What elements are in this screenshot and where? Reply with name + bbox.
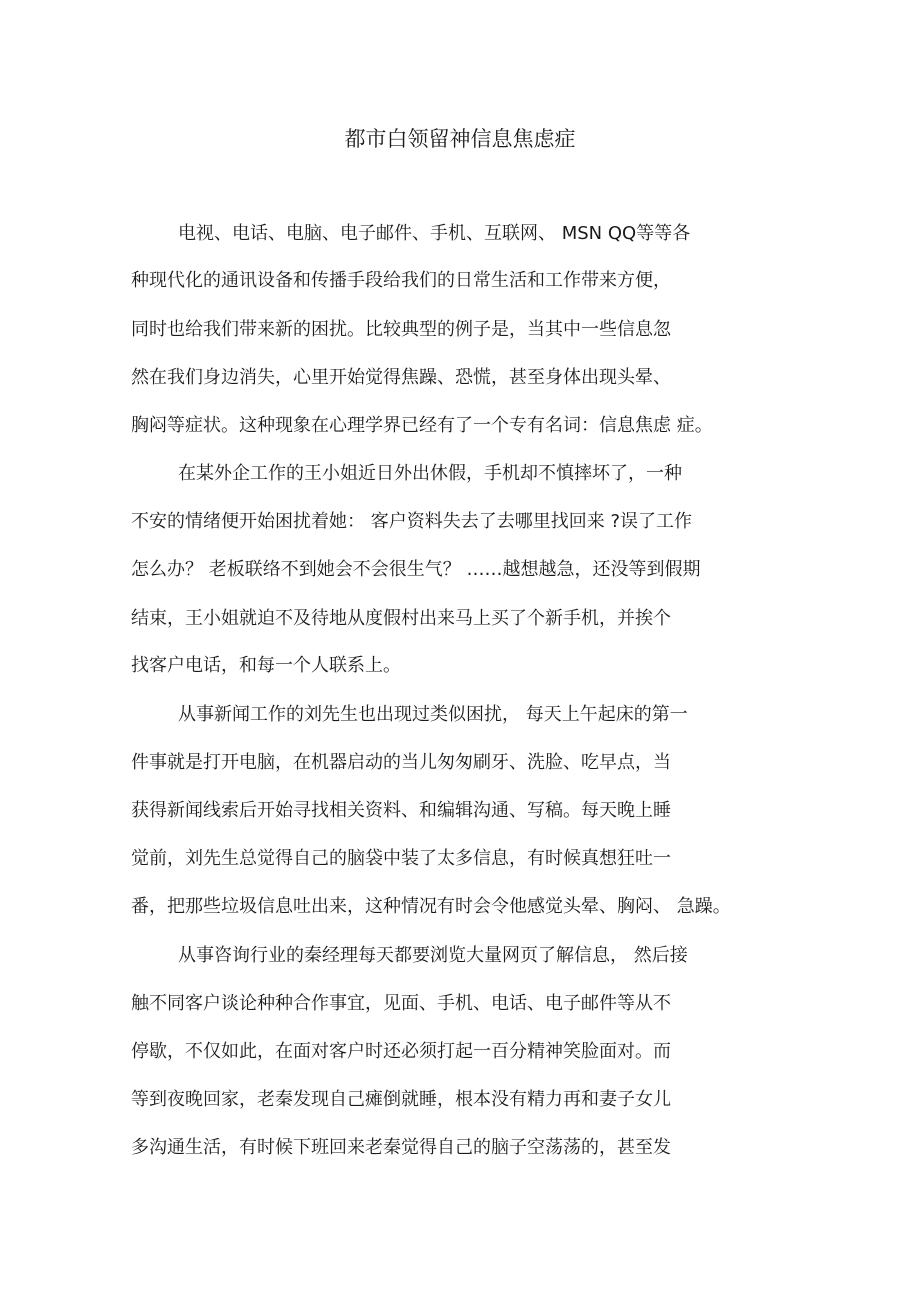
- text-line: 种现代化的通讯设备和传播手段给我们的日常生活和工作带来方便，: [131, 270, 671, 291]
- text-line: 获得新闻线索后开始寻找相关资料、和编辑沟通、写稿。每天晚上睡: [131, 800, 671, 821]
- text-line: 触不同客户谈论种种合作事宜，见面、手机、电话、电子邮件等从不: [131, 993, 671, 1014]
- text-line: 觉前，刘先生总觉得自己的脑袋中装了太多信息，有时候真想狂吐一: [131, 848, 671, 869]
- text-line: 找客户电话，和每一个人联系上。: [131, 655, 401, 676]
- text-line: 件事就是打开电脑，在机器启动的当儿匆匆刷牙、洗脸、吃早点，当: [131, 752, 671, 773]
- text-line: 停歇，不仅如此，在面对客户时还必须打起一百分精神笑脸面对。而: [131, 1041, 671, 1062]
- text-line: 番，把那些垃圾信息吐出来，这种情况有时会令他感觉头晕、胸闷、 急躁。: [131, 896, 731, 917]
- text-line: 等到夜晚回家，老秦发现自己瘫倒就睡，根本没有精力再和妻子女儿: [131, 1089, 671, 1110]
- text-line: 不安的情绪便开始困扰着她： 客户资料失去了去哪里找回来 ?误了工作: [131, 511, 692, 532]
- text-line: 胸闷等症状。这种现象在心理学界已经有了一个专有名词：信息焦虑 症。: [131, 415, 713, 436]
- text-line: 从事新闻工作的刘先生也出现过类似困扰， 每天上午起床的第一: [178, 704, 688, 725]
- text-line: 同时也给我们带来新的困扰。比较典型的例子是，当其中一些信息忽: [131, 319, 671, 340]
- document-title: 都市白领留神信息焦虑症: [344, 127, 576, 151]
- text-line: 结束，王小姐就迫不及待地从度假村出来马上买了个新手机，并挨个: [131, 608, 671, 629]
- text-line: 怎么办？ 老板联络不到她会不会很生气？ ……越想越急，还没等到假期: [131, 559, 701, 580]
- text-line: 电视、电话、电脑、电子邮件、手机、互联网、 MSN QQ等等各: [178, 223, 691, 244]
- text-line: 在某外企工作的王小姐近日外出休假，手机却不慎摔坏了，一种: [178, 463, 682, 484]
- text-line: 多沟通生活，有时候下班回来老秦觉得自己的脑子空荡荡的，甚至发: [131, 1137, 671, 1158]
- text-line: 从事咨询行业的秦经理每天都要浏览大量网页了解信息， 然后接: [178, 945, 688, 966]
- text-line: 然在我们身边消失，心里开始觉得焦躁、恐慌，甚至身体出现头晕、: [131, 367, 671, 388]
